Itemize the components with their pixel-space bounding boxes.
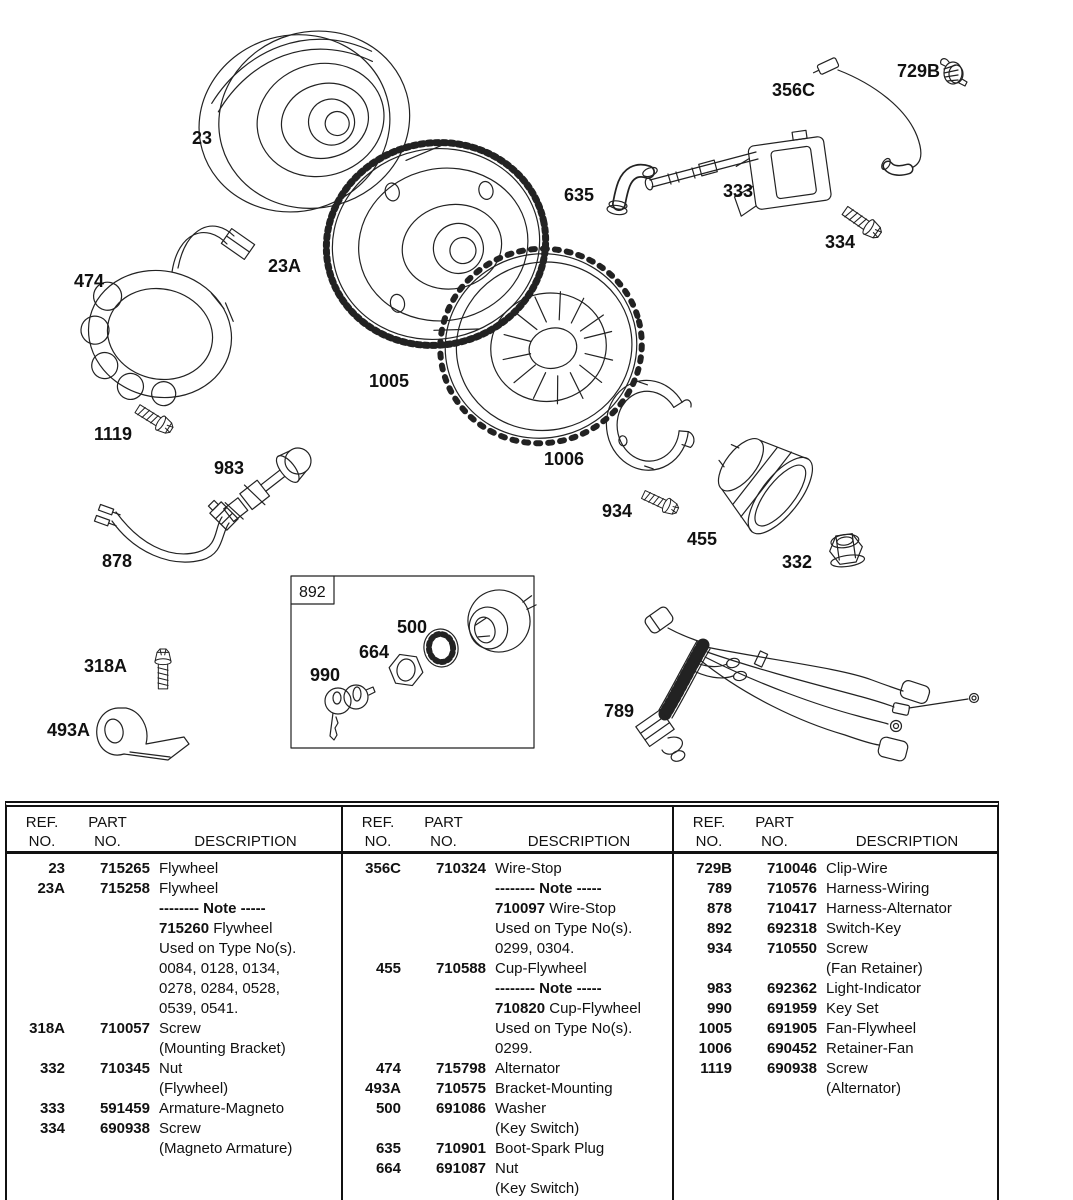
part-label-934: 934 (602, 501, 633, 521)
parts-table-column-3 (672, 807, 997, 1200)
part-no-header: PART NO. (755, 814, 794, 850)
clip-729b-drawing (941, 59, 967, 86)
desc-cell: Screw (159, 1020, 201, 1037)
desc-cell: Used on Type No(s). (159, 940, 297, 957)
desc-cell: Harness-Wiring (826, 880, 930, 897)
part-cell: 710575 (435, 1080, 486, 1097)
cup-455-drawing (697, 416, 824, 543)
ref-no-header: REF. NO. (692, 814, 726, 850)
desc-cell: Light-Indicator (826, 980, 922, 997)
desc-cell: Alternator (495, 1060, 561, 1077)
part-label-23a: 23A (268, 256, 302, 276)
part-number: 710820 (495, 1000, 546, 1017)
desc-cell: (Fan Retainer) (826, 960, 923, 977)
desc-cell: Armature-Magneto (159, 1100, 285, 1117)
desc-text: Cup-Flywheel (545, 1000, 641, 1017)
table-row (19, 999, 341, 1019)
ref-cell: 318A (29, 1020, 65, 1037)
table-row (686, 1059, 997, 1079)
ref-cell: 1005 (698, 1020, 732, 1037)
desc-cell: Retainer-Fan (826, 1040, 914, 1057)
table-row (19, 1059, 341, 1079)
ref-cell: 729B (696, 860, 732, 877)
part-label-789: 789 (604, 701, 635, 721)
part-label-334: 334 (825, 232, 856, 252)
part-cell: 710046 (766, 860, 817, 877)
description-header: DESCRIPTION (527, 833, 631, 850)
table-row (686, 919, 997, 939)
table-row (686, 1039, 997, 1059)
table-header (7, 807, 341, 854)
part-label-23: 23 (191, 128, 212, 148)
desc-cell: Flywheel (159, 860, 219, 877)
table-row (19, 979, 341, 999)
part-label-1005: 1005 (369, 371, 410, 391)
table-row (686, 959, 997, 979)
desc-cell: Flywheel (159, 880, 219, 897)
table-row (19, 1019, 341, 1039)
desc-cell: Switch-Key (826, 920, 902, 937)
part-cell: 691959 (766, 1000, 817, 1017)
ref-cell: 789 (706, 880, 732, 897)
part-label-664: 664 (359, 642, 390, 662)
table-rows (7, 854, 341, 1159)
part-label-493a: 493A (47, 720, 91, 740)
table-row (355, 999, 672, 1019)
table-row (19, 919, 341, 939)
desc-cell: 0539, 0541. (159, 1000, 239, 1017)
table-row (355, 919, 672, 939)
table-row (686, 859, 997, 879)
key-switch-box-892 (291, 576, 546, 748)
part-label-983: 983 (214, 458, 245, 478)
part-label-990: 990 (310, 665, 341, 685)
ref-cell: 493A (365, 1080, 401, 1097)
part-cell: 691905 (766, 1020, 817, 1037)
desc-cell: (Flywheel) (159, 1080, 229, 1097)
desc-cell: (Key Switch) (495, 1180, 580, 1197)
part-cell: 715265 (99, 860, 150, 877)
desc-cell: Harness-Alternator (826, 900, 952, 917)
table-row (355, 959, 672, 979)
part-cell: 690938 (766, 1060, 817, 1077)
table-row (19, 1039, 341, 1059)
desc-cell (486, 999, 672, 1019)
part-label-356c: 356C (772, 80, 816, 100)
desc-cell: Wire-Stop (495, 860, 562, 877)
desc-cell: Key Set (826, 1000, 879, 1017)
ref-cell: 334 (39, 1120, 65, 1137)
desc-cell: 0299. (495, 1040, 533, 1057)
desc-cell: Used on Type No(s). (495, 1020, 633, 1037)
desc-cell: Clip-Wire (826, 860, 888, 877)
table-row (355, 1019, 672, 1039)
screw-1119-drawing (133, 402, 175, 437)
ref-cell: 635 (375, 1140, 401, 1157)
table-row (355, 879, 672, 899)
desc-cell: Bracket-Mounting (495, 1080, 613, 1097)
ref-no-header: REF. NO. (361, 814, 395, 850)
part-label-878: 878 (102, 551, 133, 571)
desc-cell: 0299, 0304. (495, 940, 575, 957)
desc-cell: Used on Type No(s). (495, 920, 633, 937)
part-cell: 710576 (766, 880, 817, 897)
part-no-header: PART NO. (424, 814, 463, 850)
desc-cell: 0084, 0128, 0134, (159, 960, 280, 977)
part-label-892: 892 (299, 584, 326, 601)
table-rows (343, 854, 672, 1199)
desc-cell: (Magneto Armature) (159, 1140, 293, 1157)
table-header (343, 807, 672, 854)
bracket-493a-drawing (97, 708, 189, 760)
part-label-455: 455 (687, 529, 718, 549)
part-cell: 710550 (766, 940, 817, 957)
description-header: DESCRIPTION (194, 833, 297, 850)
desc-cell: Cup-Flywheel (495, 960, 587, 977)
desc-cell: Washer (495, 1100, 547, 1117)
ref-no-header: REF. NO. (25, 814, 59, 850)
screw-318a-drawing (155, 649, 171, 689)
table-row (355, 1039, 672, 1059)
part-cell: 691087 (435, 1160, 486, 1177)
table-row (355, 1179, 672, 1199)
table-row (355, 899, 672, 919)
table-row (686, 879, 997, 899)
table-row (355, 1119, 672, 1139)
table-row (355, 1159, 672, 1179)
key-switch-body (461, 581, 546, 659)
screw-934-drawing (640, 488, 681, 518)
description-header: DESCRIPTION (855, 833, 959, 850)
part-cell: 690452 (766, 1040, 817, 1057)
part-cell: 692318 (766, 920, 817, 937)
table-row (19, 859, 341, 879)
ref-cell: 333 (39, 1100, 65, 1117)
desc-cell: 0278, 0284, 0528, (159, 980, 280, 997)
ref-cell: 983 (706, 980, 732, 997)
table-row (686, 939, 997, 959)
harness-789-drawing (636, 605, 979, 763)
ref-cell: 878 (706, 900, 732, 917)
desc-cell: Screw (826, 940, 868, 957)
desc-text: Flywheel (209, 920, 273, 937)
part-cell: 710901 (435, 1140, 486, 1157)
desc-cell: Screw (159, 1120, 201, 1137)
desc-cell: (Mounting Bracket) (159, 1040, 286, 1057)
ref-cell: 1119 (700, 1060, 732, 1077)
ref-cell: 892 (706, 920, 732, 937)
parts-table-column-2 (341, 807, 672, 1200)
table-row (686, 1019, 997, 1039)
desc-cell (486, 899, 672, 919)
note-cell: -------- Note ----- (495, 980, 602, 997)
ref-cell: 332 (39, 1060, 65, 1077)
flywheel-23-drawing (178, 7, 431, 237)
part-cell: 710057 (99, 1020, 150, 1037)
desc-cell: Nut (495, 1160, 519, 1177)
ref-cell: 23 (48, 860, 65, 877)
table-row (686, 979, 997, 999)
note-cell: -------- Note ----- (495, 880, 602, 897)
part-cell: 715798 (435, 1060, 486, 1077)
part-label-318a: 318A (84, 656, 128, 676)
ref-cell: 474 (375, 1060, 401, 1077)
part-cell: 715258 (99, 880, 150, 897)
ref-cell: 1006 (698, 1040, 732, 1057)
flywheel-23a-drawing (307, 122, 564, 365)
part-cell: 692362 (766, 980, 817, 997)
part-label-635: 635 (564, 185, 595, 205)
table-row (19, 1079, 341, 1099)
ref-cell: 500 (375, 1100, 401, 1117)
part-label-1119: 1119 (94, 424, 133, 444)
table-row (686, 999, 997, 1019)
part-no-header: PART NO. (88, 814, 127, 850)
part-cell: 591459 (99, 1100, 150, 1117)
part-label-333: 333 (723, 181, 754, 201)
part-cell: 710588 (435, 960, 486, 977)
ref-cell: 664 (375, 1160, 401, 1177)
ref-cell: 356C (365, 860, 401, 877)
table-row (19, 1119, 341, 1139)
table-row (19, 959, 341, 979)
desc-cell: Boot-Spark Plug (495, 1140, 605, 1157)
part-number: 710097 (495, 900, 546, 917)
nut-664-drawing (387, 653, 425, 686)
desc-cell: (Key Switch) (495, 1120, 580, 1137)
parts-table (5, 801, 999, 1200)
table-row (19, 1139, 341, 1159)
note-cell: -------- Note ----- (159, 900, 266, 917)
table-row (355, 1099, 672, 1119)
table-header (674, 807, 997, 854)
table-row (19, 879, 341, 899)
keys-990-drawing (325, 685, 375, 740)
table-row (355, 859, 672, 879)
part-label-332: 332 (782, 552, 813, 572)
alternator-wire (172, 226, 255, 272)
desc-cell: Nut (159, 1060, 183, 1077)
part-number: 715260 (159, 920, 210, 937)
part-cell: 710324 (435, 860, 486, 877)
table-row (355, 1059, 672, 1079)
parts-table-column-1 (7, 807, 341, 1200)
table-row (19, 939, 341, 959)
desc-text: Wire-Stop (545, 900, 616, 917)
ref-cell: 934 (706, 940, 732, 957)
retainer-1006-drawing (601, 374, 700, 475)
ref-cell: 23A (37, 880, 65, 897)
table-row (355, 1079, 672, 1099)
table-row (355, 939, 672, 959)
table-row (355, 1139, 672, 1159)
table-rows (674, 854, 997, 1099)
table-row (19, 899, 341, 919)
ref-cell: 455 (375, 960, 401, 977)
nut-332-drawing (827, 532, 865, 568)
part-label-1006: 1006 (544, 449, 585, 469)
desc-cell: Screw (826, 1060, 868, 1077)
part-label-500: 500 (397, 617, 428, 637)
ref-cell: 990 (706, 1000, 732, 1017)
table-row (355, 979, 672, 999)
part-label-474: 474 (74, 271, 105, 291)
desc-cell (150, 919, 341, 939)
part-cell: 710345 (99, 1060, 150, 1077)
desc-cell: Fan-Flywheel (826, 1020, 917, 1037)
part-cell: 691086 (435, 1100, 486, 1117)
armature-333-drawing (644, 128, 832, 217)
desc-cell: (Alternator) (826, 1080, 902, 1097)
table-row (19, 1099, 341, 1119)
table-row (686, 899, 997, 919)
table-row (686, 1079, 997, 1099)
part-cell: 710417 (766, 900, 817, 917)
part-cell: 690938 (99, 1120, 150, 1137)
part-label-729b: 729B (897, 61, 941, 81)
spark-plug-boot-635-drawing (606, 166, 658, 216)
